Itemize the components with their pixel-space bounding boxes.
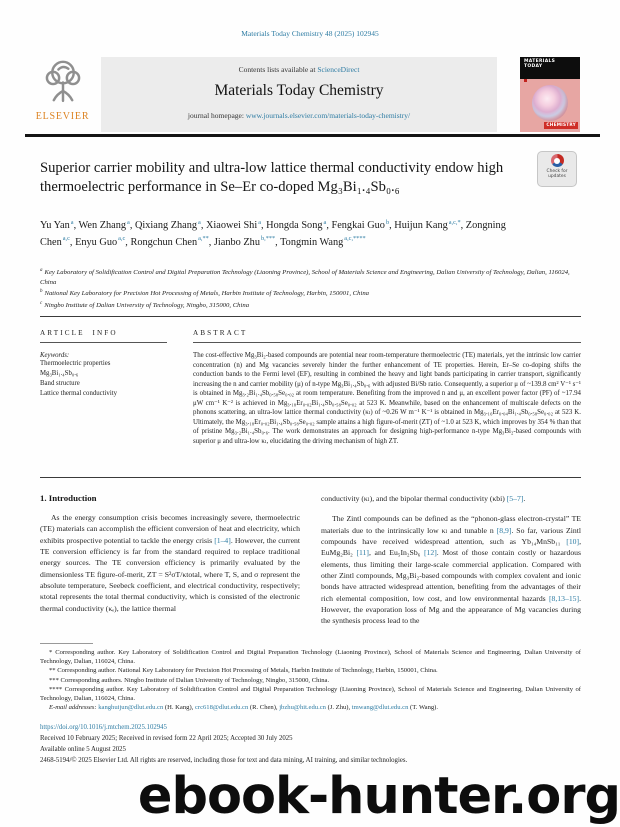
footnote: * Corresponding author. Key Laboratory of Solidification Control and Digital Preparation Technology (Liaoning Province), School of Materials Science and Engineering, Dalian University of Technology, Dalian, 116024, China. xyxy=(40,649,581,666)
author-affiliation-ref[interactable]: b xyxy=(385,219,390,226)
author-affiliation-ref[interactable]: b,*** xyxy=(260,235,276,243)
body-right-column xyxy=(321,493,581,626)
affiliation-marker: a xyxy=(40,268,43,273)
keyword: Thermoelectric properties xyxy=(40,360,111,367)
citation-link[interactable]: [1–4] xyxy=(214,535,231,545)
abstract-heading-rule xyxy=(193,342,581,343)
cover-brand-dot-icon xyxy=(524,79,527,82)
journal-title: Materials Today Chemistry xyxy=(214,82,384,99)
article-info-heading-rule xyxy=(40,342,167,343)
keyword: Mg₃Bi₁.₄Sb₀.₆ xyxy=(40,369,79,377)
keyword: Band structure xyxy=(40,379,80,387)
affiliation xyxy=(40,267,585,288)
check-updates-icon xyxy=(551,154,564,167)
journal-cover-thumbnail xyxy=(520,57,580,132)
author-name: Zongning Chen xyxy=(40,220,506,248)
author-name: Wen Zhang xyxy=(78,220,127,232)
author xyxy=(331,220,394,231)
ebook-hunter-watermark: ebook-hunter.org xyxy=(137,767,620,826)
footnote: *** Corresponding authors. Ningbo Institute of Dalian University of Technology, Ningbo, 315000, China. xyxy=(49,676,330,684)
affiliation-text: Key Laboratory of Solidification Control and Digital Preparation Technology (Liaoning Province), School of Materials Science and Engineering, Dalian University of Technology, Dalian, 116024, China xyxy=(40,269,570,287)
citation-link[interactable]: [8,9] xyxy=(496,525,512,535)
keywords-list xyxy=(40,359,167,398)
cover-brand-line2: TODAY xyxy=(524,64,543,69)
email-link-kang[interactable]: kanghuijun@dlut.edu.cn xyxy=(98,704,164,712)
keywords-label: Keywords: xyxy=(40,352,70,359)
email-addresses-line xyxy=(40,703,581,712)
author-name: Xiaowei Shi xyxy=(206,220,258,232)
check-for-updates-button[interactable] xyxy=(537,151,577,187)
author-affiliation-ref[interactable]: a,** xyxy=(198,235,209,243)
affiliation-list xyxy=(40,267,585,311)
author-affiliation-ref[interactable]: a xyxy=(323,219,327,226)
check-updates-label-line2: updates xyxy=(548,174,566,180)
section-divider-top xyxy=(40,316,581,317)
info-abstract-region xyxy=(40,329,581,446)
author-affiliation-ref[interactable]: a xyxy=(127,219,130,226)
article-info-heading: ARTICLE INFO xyxy=(40,329,118,337)
author-affiliation-ref[interactable]: a,c xyxy=(62,235,70,243)
introduction-heading: 1. Introduction xyxy=(40,493,97,503)
author-name: Rongchun Chen xyxy=(130,236,198,248)
body-paragraph: As the energy consumption crisis becomes increasingly severe, thermoelectric (TE) materials can accomplish the efficient conversion of heat and electricity, which exhibits prospective potential to tackle the energy crisis [1–4]. However, the current TE conversion efficiency is far from the standard required to replace traditional energy sources. The TE conversion efficiency is primarily evaluated by the dimensionless TE figure-of-merit, ZT = S²σT/κtotal, where T, S, and σ represent the absolute temperature, Seebeck coefficient, and electrical conductivity, respectively; κtotal represents the total thermal conductivity, which is consisted of the electronic thermal conductivity (κₑ), the lattice thermal xyxy=(40,513,301,613)
author-name: Fengkai Guo xyxy=(331,220,385,232)
body-text-region xyxy=(40,493,581,626)
author xyxy=(206,220,266,231)
author-name: Qixiang Zhang xyxy=(134,220,198,232)
author-name: Huijun Kang xyxy=(394,220,448,232)
author-name: Tongmin Wang xyxy=(280,236,344,248)
available-online: Available online 5 August 2025 xyxy=(40,746,126,753)
author-affiliation-ref[interactable]: a xyxy=(70,219,74,226)
article-info-column xyxy=(40,329,167,446)
affiliation-marker: c xyxy=(40,300,43,306)
abstract-heading: ABSTRACT xyxy=(193,329,248,337)
email-link-chen[interactable]: crc618@dlut.edu.cn xyxy=(194,704,249,712)
email-attribution: (J. Zhu), xyxy=(325,704,352,712)
cover-brand-band xyxy=(520,57,580,79)
author xyxy=(280,237,366,248)
affiliation-text: National Key Laboratory for Precision Hot Processing of Metals, Harbin Institute of Technology, Harbin, 150001, China xyxy=(44,290,370,298)
email-link-zhu[interactable]: jbzhu@hit.edu.cn xyxy=(279,704,326,712)
homepage-line xyxy=(101,111,497,120)
section-divider-bottom xyxy=(40,477,581,478)
email-attribution: (H. Kang), xyxy=(163,704,195,712)
affiliation-marker: b xyxy=(40,289,43,295)
masthead-divider xyxy=(25,134,600,137)
citation-link[interactable]: [11] xyxy=(356,548,369,558)
journal-homepage-link[interactable]: www.journals.elsevier.com/materials-today-chemistry/ xyxy=(245,111,411,120)
author-name: Jianbo Zhu xyxy=(213,236,260,248)
author xyxy=(130,237,213,248)
author xyxy=(135,220,206,231)
citation-link[interactable]: [8,13–15] xyxy=(548,593,580,603)
body-paragraph: The Zintl compounds can be defined as the “phonon-glass electron-crystal” TE materials due to the intrinsically low κₗ and tunable n [8,9]. So far, various Zintl compounds have received widespread attention, such as Yb₁₄MnSb₁₁ [10], EuMg₂Bi₂ [11], and Eu₅In₂Sb₆ [12]. Most of those contain costly or hazardous elements, thus limiting their large-scale commercial application. Compared with other Zintl compounds, Mg₃Bi₂-based compounds with complex covalent and ionic bonds have attracted widespread attention, benefiting from the advantages of their rich elemental composition, low cost, and low environmental hazards [8,13–15]. However, the evaporation loss of Mg and the appearance of Mg vacancies during the synthesis process lead to the xyxy=(321,514,582,626)
author-affiliation-ref[interactable]: a xyxy=(258,219,261,226)
email-attribution: (T. Wang). xyxy=(408,704,439,712)
check-updates-label-line1: Check for xyxy=(546,169,568,174)
corresponding-author-notes xyxy=(40,648,581,703)
author-list xyxy=(40,218,518,251)
author-affiliation-ref[interactable]: a,c,**** xyxy=(344,235,366,243)
body-left-column xyxy=(40,493,300,626)
author xyxy=(266,220,331,231)
contents-line xyxy=(101,65,497,74)
sciencedirect-link[interactable]: ScienceDirect xyxy=(317,65,360,74)
author xyxy=(79,220,135,231)
affiliation-text: Ningbo Institute of Dalian University of Technology, Ningbo, 315000, China xyxy=(44,301,250,309)
author-name: Hongda Song xyxy=(266,220,323,232)
citation-link[interactable]: [5–7] xyxy=(506,494,524,503)
cover-sphere-artwork xyxy=(532,85,568,121)
footnote-divider xyxy=(40,643,93,644)
cover-chemistry-label: CHEMISTRY xyxy=(546,123,576,128)
cover-brand-line1: MATERIALS xyxy=(524,59,556,64)
doi-link[interactable]: https://doi.org/10.1016/j.mtchem.2025.102945 xyxy=(40,724,167,731)
elsevier-wordmark: ELSEVIER xyxy=(35,111,90,122)
keyword: Lattice thermal conductivity xyxy=(40,389,118,397)
citation-link[interactable]: [12] xyxy=(423,548,437,558)
abstract-column xyxy=(193,329,581,446)
journal-citation-header: Materials Today Chemistry 48 (2025) 102945 xyxy=(241,29,379,38)
imprint-region xyxy=(40,722,581,766)
masthead-banner xyxy=(101,57,497,132)
author xyxy=(394,220,466,231)
email-attribution: (R. Chen), xyxy=(248,704,280,712)
author-affiliation-ref[interactable]: a,c xyxy=(118,235,126,243)
received-dates: Received 10 February 2025; Received in revised form 22 April 2025; Accepted 30 July 2025 xyxy=(40,735,293,742)
author xyxy=(75,237,130,248)
contents-prefix: Contents lists available at xyxy=(238,65,318,74)
footnote: ** Corresponding author. National Key Laboratory for Precision Hot Processing of Metals, Harbin Institute of Technology, Harbin, 150001, China. xyxy=(49,667,438,675)
elsevier-tree-icon xyxy=(40,92,86,109)
elsevier-logo xyxy=(25,57,100,132)
copyright-line: 2468-5194/© 2025 Elsevier Ltd. All rights are reserved, including those for text and data mining, AI training, and similar technologies. xyxy=(40,757,408,764)
email-link-wang[interactable]: tmwang@dlut.edu.cn xyxy=(351,704,409,712)
check-updates-label xyxy=(538,169,576,180)
author-name: Yu Yan xyxy=(40,220,70,232)
author-affiliation-ref[interactable]: a xyxy=(198,219,201,226)
affiliation xyxy=(40,288,585,299)
footnotes-region xyxy=(40,643,581,713)
article-title: Superior carrier mobility and ultra-low lattice thermal conductivity endow high thermoelectric performance in Se–Er co-doped Mg₃Bi₁.₄Sb₀.₆ xyxy=(40,160,504,196)
citation-link[interactable]: [10] xyxy=(566,536,580,546)
body-paragraph: conductivity (κₗ), and the bipolar thermal conductivity (κbi) [5–7]. xyxy=(321,494,526,503)
homepage-prefix: journal homepage: xyxy=(187,111,246,120)
author xyxy=(40,220,79,231)
author-affiliation-ref[interactable]: a,c,* xyxy=(448,219,461,226)
affiliation xyxy=(40,300,585,311)
footnote: **** Corresponding author. Key Laboratory of Solidification Control and Digital Preparation Technology (Liaoning Province), School of Materials Science and Engineering, Dalian University of Technology, Dalian, 116024, China. xyxy=(40,685,581,703)
abstract-text: The cost-effective Mg₃Bi₂-based compounds are potential near room-temperature thermoelectric (TE) materials, yet the intrinsic low carrier concentration (n) and Mg vacancies severely hinder the further enhancement of TE properties. Herein, Er–Se co-doping shifts the conduction bands to the Fermi level (EF), resulting in combined the heavy and light bands participating in carrier transport, significantly increasing the n and carrier mobility (μ) of n-type Mg₃Bi₁.₄Sb₀.₆ with adjusted Bi/Sb ratio. Consequently, a superior μ of ~139.8 cm² V⁻¹ s⁻¹ is obtained in Mg₃.₂Bi₁.₄Sb₀.₅₈Se₀.₀₂ at room temperature. Benefiting from the improved n and μ, an excellent power factor (PF) of ~17.94 μW cm⁻¹ K⁻² is achieved in Mg₃.₁₈Er₀.₀₂Bi₁.₄Sb₀.₅₈Se₀.₀₂ at 523 K. Meanwhile, based on the enhancement of multiscale defects on the phonons scattering, an ultra-low lattice thermal conductivity (κₗ) of ~0.26 W m⁻¹ K⁻¹ is obtained in Mg₃.₁₆Er₀.₀₄Bi₁.₄Sb₀.₅₈Se₀.₀₂ at 523 K. Ultimately, the Mg₃.₁₈Er₀.₀₂Bi₁.₄Sb₀.₅₈Se₀.₀₂ sample attains a high figure-of-merit (ZT) of ~1.0 at 523 K, which improves by 354 % than that of pristine Mg₃.₂Bi₁.₄Sb₀.₆. The work demonstrates an approach for designing high-performance n-type Mg₃Bi₂-based compounds with superior μ and ultra-low κₗ, elucidating the driving mechanism of high ZT. xyxy=(193,352,581,445)
author xyxy=(214,237,280,248)
email-label: E-mail addresses: xyxy=(49,704,97,712)
author-name: Enyu Guo xyxy=(75,236,118,248)
